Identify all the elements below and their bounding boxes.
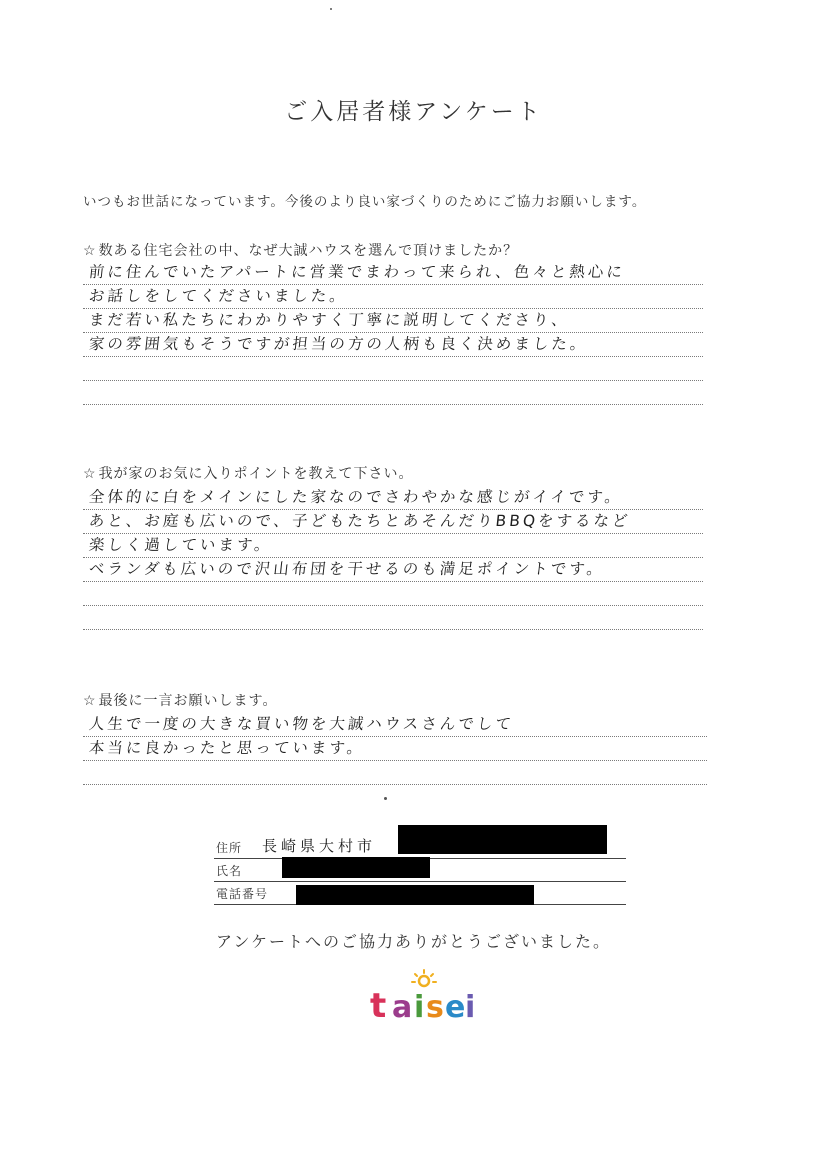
- logo-letter-e: e: [445, 990, 466, 1025]
- answer-line: [83, 558, 703, 582]
- question-3-heading: [83, 690, 277, 710]
- answer-text: あと、お庭も広いので、子どもたちとあそんだりBBQをするなど: [87, 512, 632, 530]
- thanks-message: アンケートへのご協力ありがとうございました。: [215, 932, 612, 951]
- answer-line: [83, 582, 703, 606]
- answer-line: [83, 713, 707, 737]
- address-label: 住所: [216, 841, 243, 855]
- answer-text: 家の雰囲気もそうですが担当の方の人柄も良く決めました。: [87, 335, 590, 353]
- logo-letter-i: i: [465, 990, 476, 1025]
- answer-line: [83, 606, 703, 630]
- answer-text: 全体的に白をメインにした家なのでさわやかな感じがイイです。: [87, 488, 625, 506]
- speck: [330, 8, 332, 10]
- logo-letter-i: i: [414, 990, 425, 1025]
- question-2-heading: [83, 463, 414, 483]
- logo-letter-a: a: [392, 990, 413, 1025]
- question-2-text: 我が家のお気に入りポイントを教えて下さい。: [98, 466, 414, 482]
- question-1-heading: [83, 240, 518, 260]
- answer-line: [83, 381, 703, 405]
- answer-line: [83, 534, 703, 558]
- answer-text: まだ若い私たちにわかりやすく丁寧に説明してくださり、: [87, 311, 571, 329]
- page-title: ご入居者様アンケート: [284, 99, 543, 125]
- logo-letter-s: s: [426, 990, 444, 1025]
- name-label: 氏名: [216, 864, 243, 878]
- address-value: 長崎県大村市: [262, 837, 377, 855]
- question-1-answer-lines: [83, 261, 703, 405]
- answer-line: [83, 261, 703, 285]
- answer-line: [83, 357, 703, 381]
- answer-text: 楽しく過しています。: [87, 536, 274, 554]
- speck: [384, 797, 387, 800]
- answer-line: [83, 309, 703, 333]
- answer-text: ベランダも広いので沢山布団を干せるのも満足ポイントです。: [87, 560, 606, 578]
- star-icon: ☆: [83, 466, 97, 482]
- answer-line: [83, 285, 703, 309]
- answer-line: [83, 486, 703, 510]
- question-1-text: 数ある住宅会社の中、なぜ大誠ハウスを選んで頂けましたか？: [98, 243, 519, 259]
- sun-icon: [412, 970, 436, 986]
- intro-text: いつもお世話になっています。今後のより良い家づくりのためにご協力お願いします。: [83, 194, 647, 210]
- answer-text: 人生で一度の大きな買い物を大誠ハウスさんでして: [87, 715, 515, 733]
- logo-letter-t: t: [370, 986, 387, 1026]
- answer-line: [83, 510, 703, 534]
- answer-line: [83, 761, 707, 785]
- star-icon: ☆: [83, 693, 97, 709]
- redaction-name: [282, 857, 430, 878]
- redaction-address: [398, 825, 607, 854]
- answer-text: 前に住んでいたアパートに営業でまわって来られ、色々と熱心に: [87, 263, 626, 281]
- redaction-phone: [296, 885, 534, 905]
- question-2-answer-lines: [83, 486, 703, 630]
- taisei-logo: [368, 967, 480, 1027]
- answer-line: [83, 737, 707, 761]
- phone-label: 電話番号: [216, 887, 269, 901]
- answer-text: 本当に良かったと思っています。: [87, 739, 367, 757]
- question-3-text: 最後に一言お願いします。: [98, 693, 278, 709]
- star-icon: ☆: [83, 243, 97, 259]
- answer-line: [83, 333, 703, 357]
- answer-text: お話しをしてくださいました。: [87, 287, 349, 305]
- question-3-answer-lines: [83, 713, 707, 785]
